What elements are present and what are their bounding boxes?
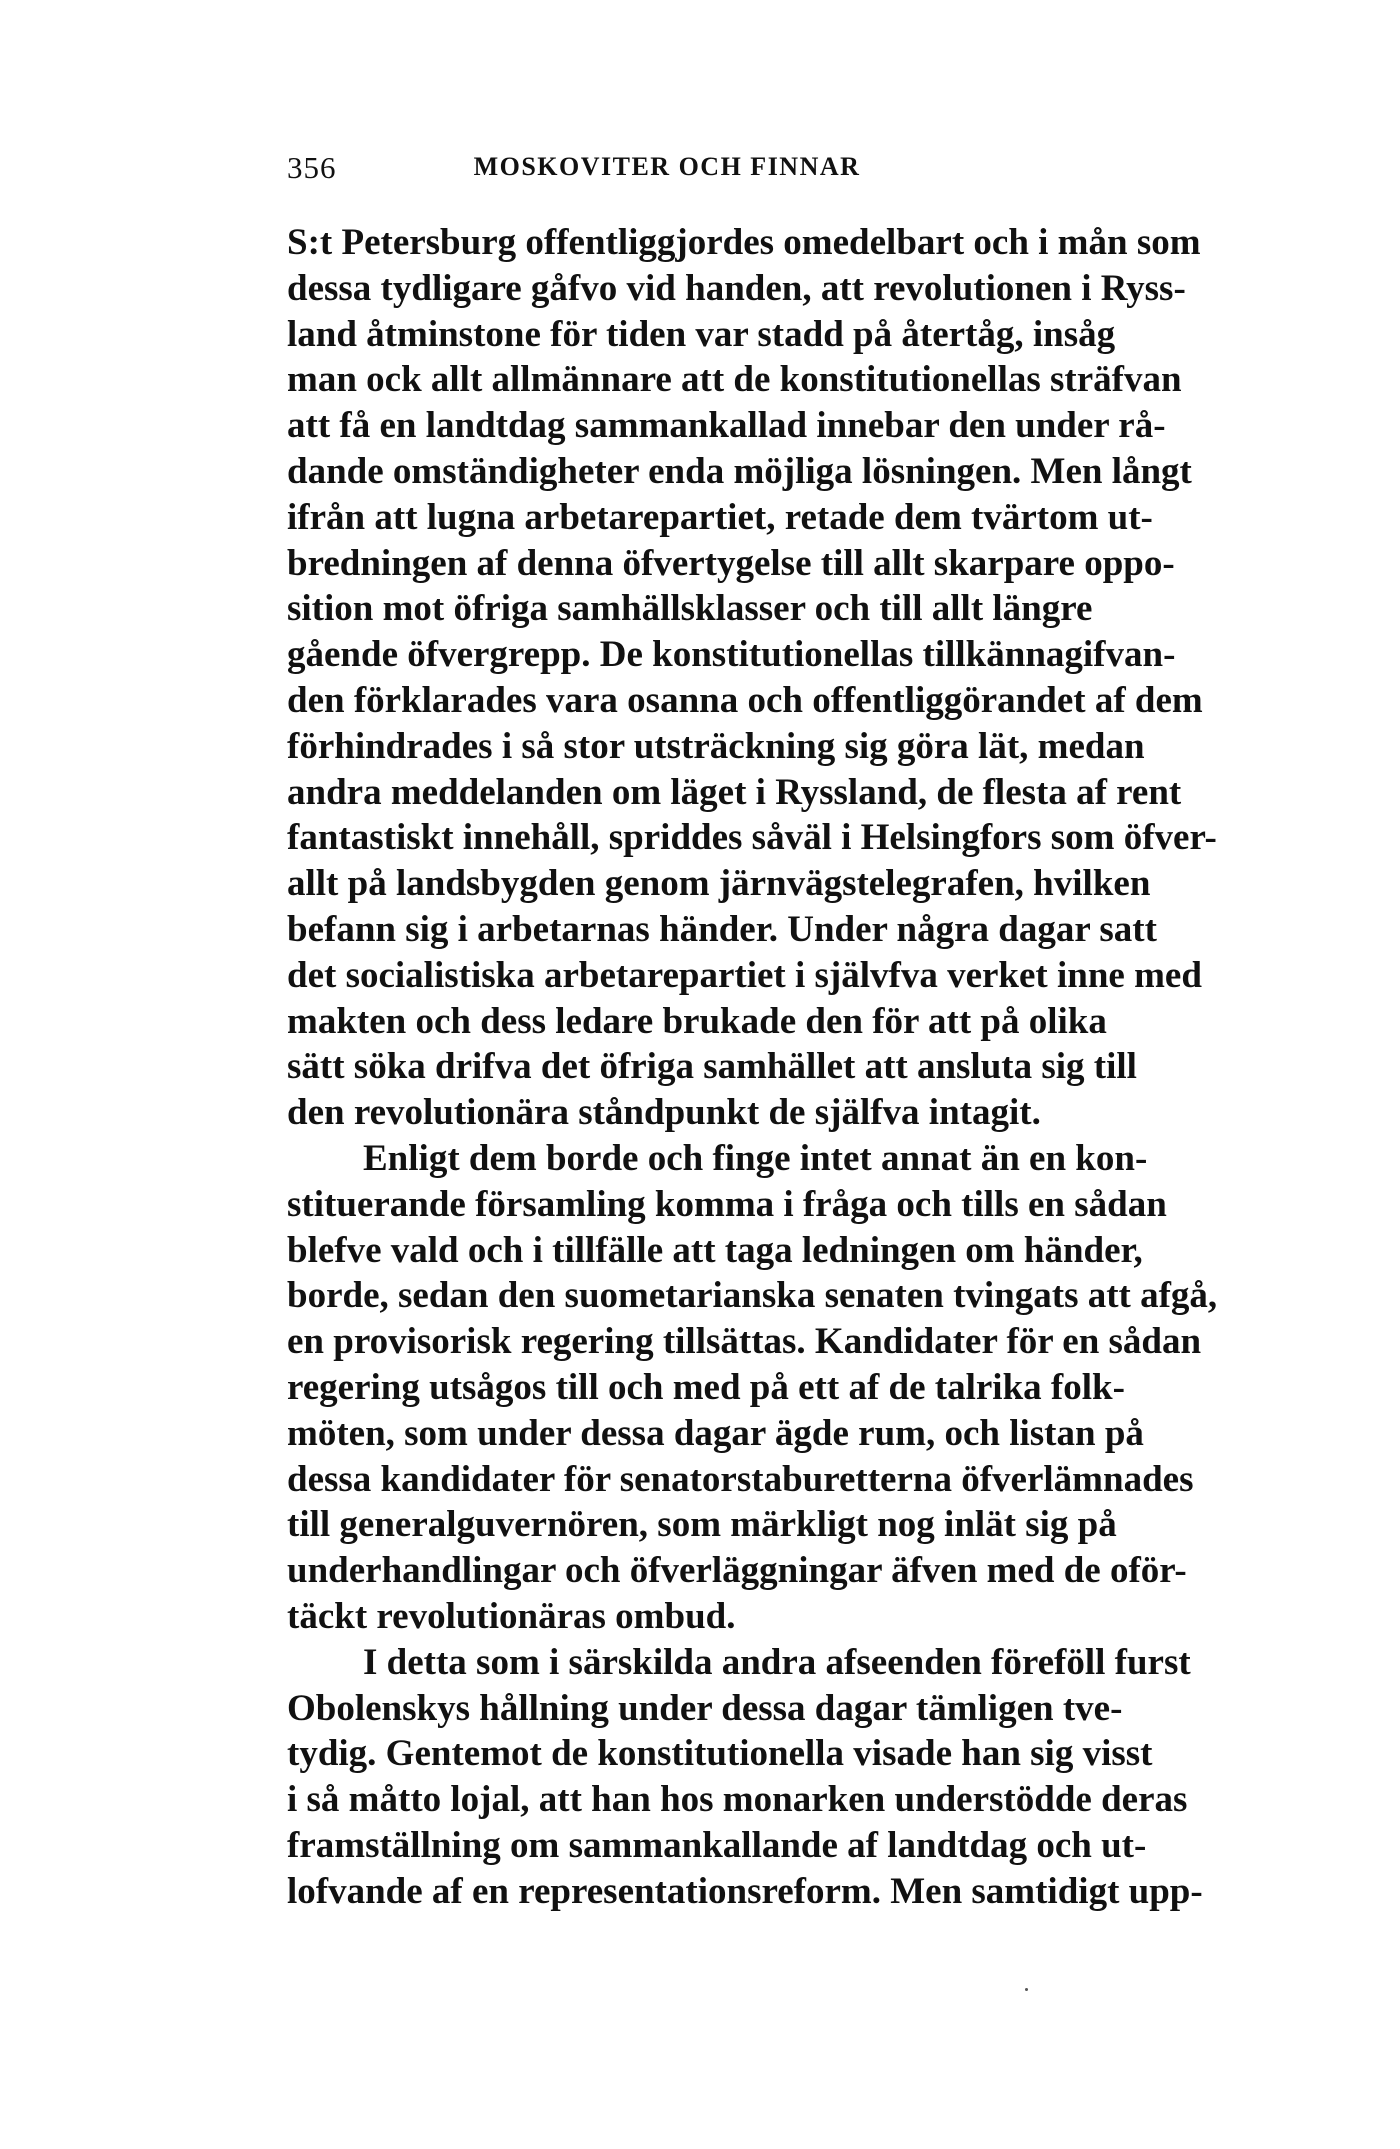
text-line: stituerande församling komma i fråga och tills en sådan [287, 1183, 1167, 1225]
text-line: borde, sedan den suometarianska senaten tvingats att afgå, [287, 1275, 1218, 1317]
text-line: underhandlingar och öfverläggningar äfven med de oför- [287, 1550, 1187, 1592]
text-line: sition mot öfriga samhällsklasser och till allt längre [287, 588, 1093, 630]
text-line: dessa tydligare gåfvo vid handen, att revolutionen i Ryss- [287, 267, 1186, 309]
text-line: lofvande af en representationsreform. Men samtidigt upp- [287, 1870, 1203, 1912]
text-line: andra meddelanden om läget i Ryssland, de flesta af rent [287, 771, 1182, 813]
text-line: blefve vald och i tillfälle att taga ledningen om händer, [287, 1229, 1143, 1271]
text-line: Enligt dem borde och finge intet annat än en kon- [363, 1137, 1148, 1179]
text-line: förhindrades i så stor utsträckning sig göra lät, medan [287, 725, 1145, 767]
text-line: framställning om sammankallande af landtdag och ut- [287, 1824, 1147, 1866]
text-line: täckt revolutionäras ombud. [287, 1595, 736, 1637]
text-line: fantastiskt innehåll, spriddes såväl i Helsingfors som öfver- [287, 817, 1217, 859]
text-line: allt på landsbygden genom järnvägstelegrafen, hvilken [287, 863, 1151, 905]
text-line: den förklarades vara osanna och offentliggörandet af dem [287, 679, 1203, 721]
text-line: ifrån att lugna arbetarepartiet, retade dem tvärtom ut- [287, 496, 1153, 538]
text-line: till generalguvernören, som märkligt nog inlät sig på [287, 1504, 1117, 1546]
text-line: tydig. Gentemot de konstitutionella visade han sig visst [287, 1733, 1153, 1775]
text-line: den revolutionära ståndpunkt de själfva intagit. [287, 1092, 1041, 1134]
text-line: i så måtto lojal, att han hos monarken understödde deras [287, 1779, 1188, 1821]
text-line: dande omständigheter enda möjliga lösningen. Men långt [287, 450, 1192, 492]
body-text [287, 220, 1218, 1914]
text-line: land åtminstone för tiden var stadd på återtåg, insåg [287, 313, 1116, 355]
text-line: möten, som under dessa dagar ägde rum, och listan på [287, 1412, 1144, 1454]
page-number: 356 [287, 150, 337, 185]
text-line: befann sig i arbetarnas händer. Under några dagar satt [287, 908, 1157, 950]
text-line: gående öfvergrepp. De konstitutionellas tillkännagifvan- [287, 634, 1176, 676]
text-line: regering utsågos till och med på ett af de talrika folk- [287, 1366, 1125, 1408]
text-line: bredningen af denna öfvertygelse till allt skarpare oppo- [287, 542, 1175, 584]
text-line: en provisorisk regering tillsättas. Kandidater för en sådan [287, 1321, 1202, 1363]
text-line: I detta som i särskilda andra afseenden föreföll furst [363, 1641, 1191, 1683]
text-line: det socialistiska arbetarepartiet i självfva verket inne med [287, 954, 1202, 996]
print-speck [1025, 1988, 1028, 1991]
text-line: dessa kandidater för senatorstaburetterna öfverlämnades [287, 1458, 1194, 1500]
text-line: att få en landtdag sammankallad innebar den under rå- [287, 405, 1166, 447]
text-line: S:t Petersburg offentliggjordes omedelbart och i mån som [287, 222, 1201, 263]
text-line: Obolenskys hållning under dessa dagar tämligen tve- [287, 1687, 1123, 1729]
text-line: sätt söka drifva det öfriga samhället att ansluta sig till [287, 1046, 1137, 1088]
text-line: man ock allt allmännare att de konstitutionellas sträfvan [287, 359, 1182, 401]
running-head [287, 150, 1047, 190]
text-line: makten och dess ledare brukade den för att på olika [287, 1000, 1107, 1042]
running-title: MOSKOVITER OCH FINNAR [473, 152, 861, 181]
